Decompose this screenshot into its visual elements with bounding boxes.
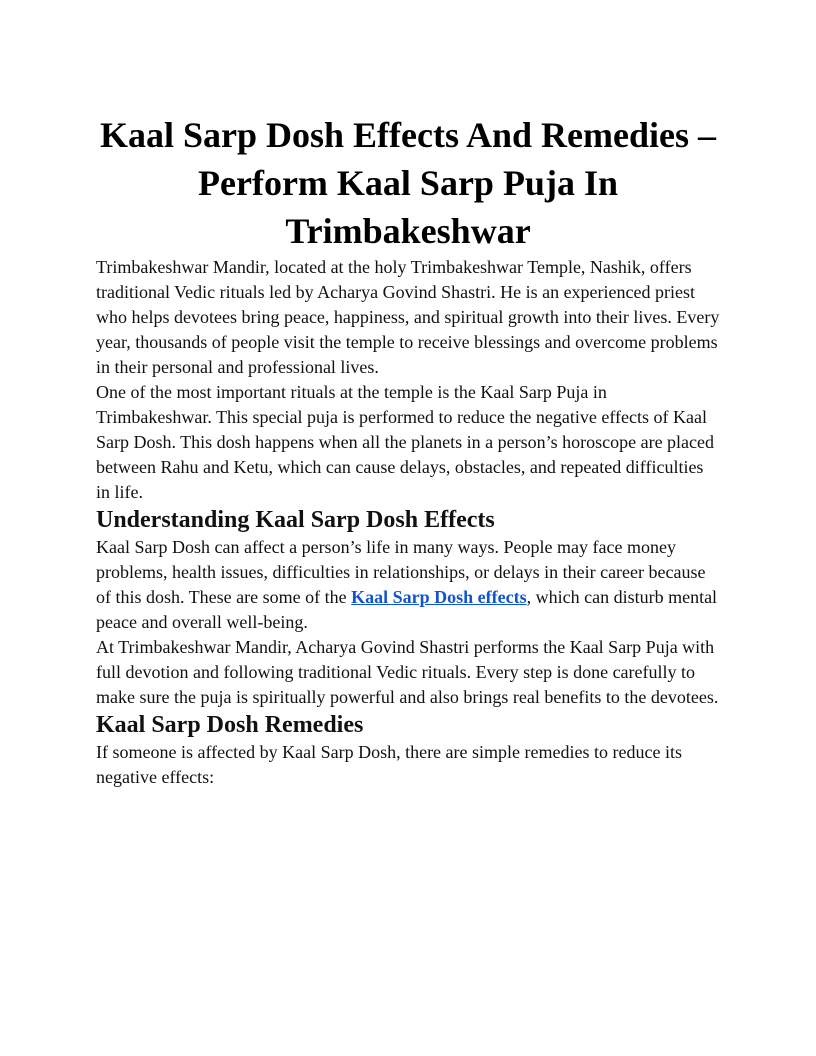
effects-text-before-link: Kaal Sarp Dosh can affect a person’s life in many ways. People may face money problems, health issues, difficulties in relationships, or delays in their career because of this dosh. These are some of the — [96, 537, 706, 607]
puja-paragraph: At Trimbakeshwar Mandir, Acharya Govind Shastri performs the Kaal Sarp Puja with full devotion and following traditional Vedic rituals. Every step is done carefully to make sure the puja is spiritually powerful and also brings real benefits to the devotees. — [96, 637, 719, 707]
ritual-paragraph: One of the most important rituals at the temple is the Kaal Sarp Puja in Trimbakeshwar. This special puja is performed to reduce the negative effects of Kaal Sarp Dosh. This dosh happens when all the planets in a person’s horoscope are placed between Rahu and Ketu, which can cause delays, obstacles, and repeated difficulties in life. — [96, 382, 715, 502]
intro-paragraph: Trimbakeshwar Mandir, located at the holy Trimbakeshwar Temple, Nashik, offers traditional Vedic rituals led by Acharya Govind Shastri. He is an experienced priest who helps devotees bring peace, happiness, and spiritual growth into their lives. Every year, thousands of people visit the temple to receive blessings and overcome problems in their personal and professional lives. — [96, 257, 720, 377]
remedies-heading: Kaal Sarp Dosh Remedies — [96, 712, 364, 738]
kaal-sarp-dosh-effects-link[interactable]: Kaal Sarp Dosh effects — [351, 587, 527, 607]
effects-paragraph — [96, 535, 720, 635]
effects-text-after-link: , which can disturb mental peace and overall well-being. — [96, 587, 718, 632]
remedies-paragraph: If someone is affected by Kaal Sarp Dosh, there are simple remedies to reduce its negative effects: — [96, 742, 682, 787]
effects-heading: Understanding Kaal Sarp Dosh Effects — [96, 507, 495, 533]
document-title: Kaal Sarp Dosh Effects And Remedies – Perform Kaal Sarp Puja In Trimbakeshwar — [99, 115, 716, 251]
